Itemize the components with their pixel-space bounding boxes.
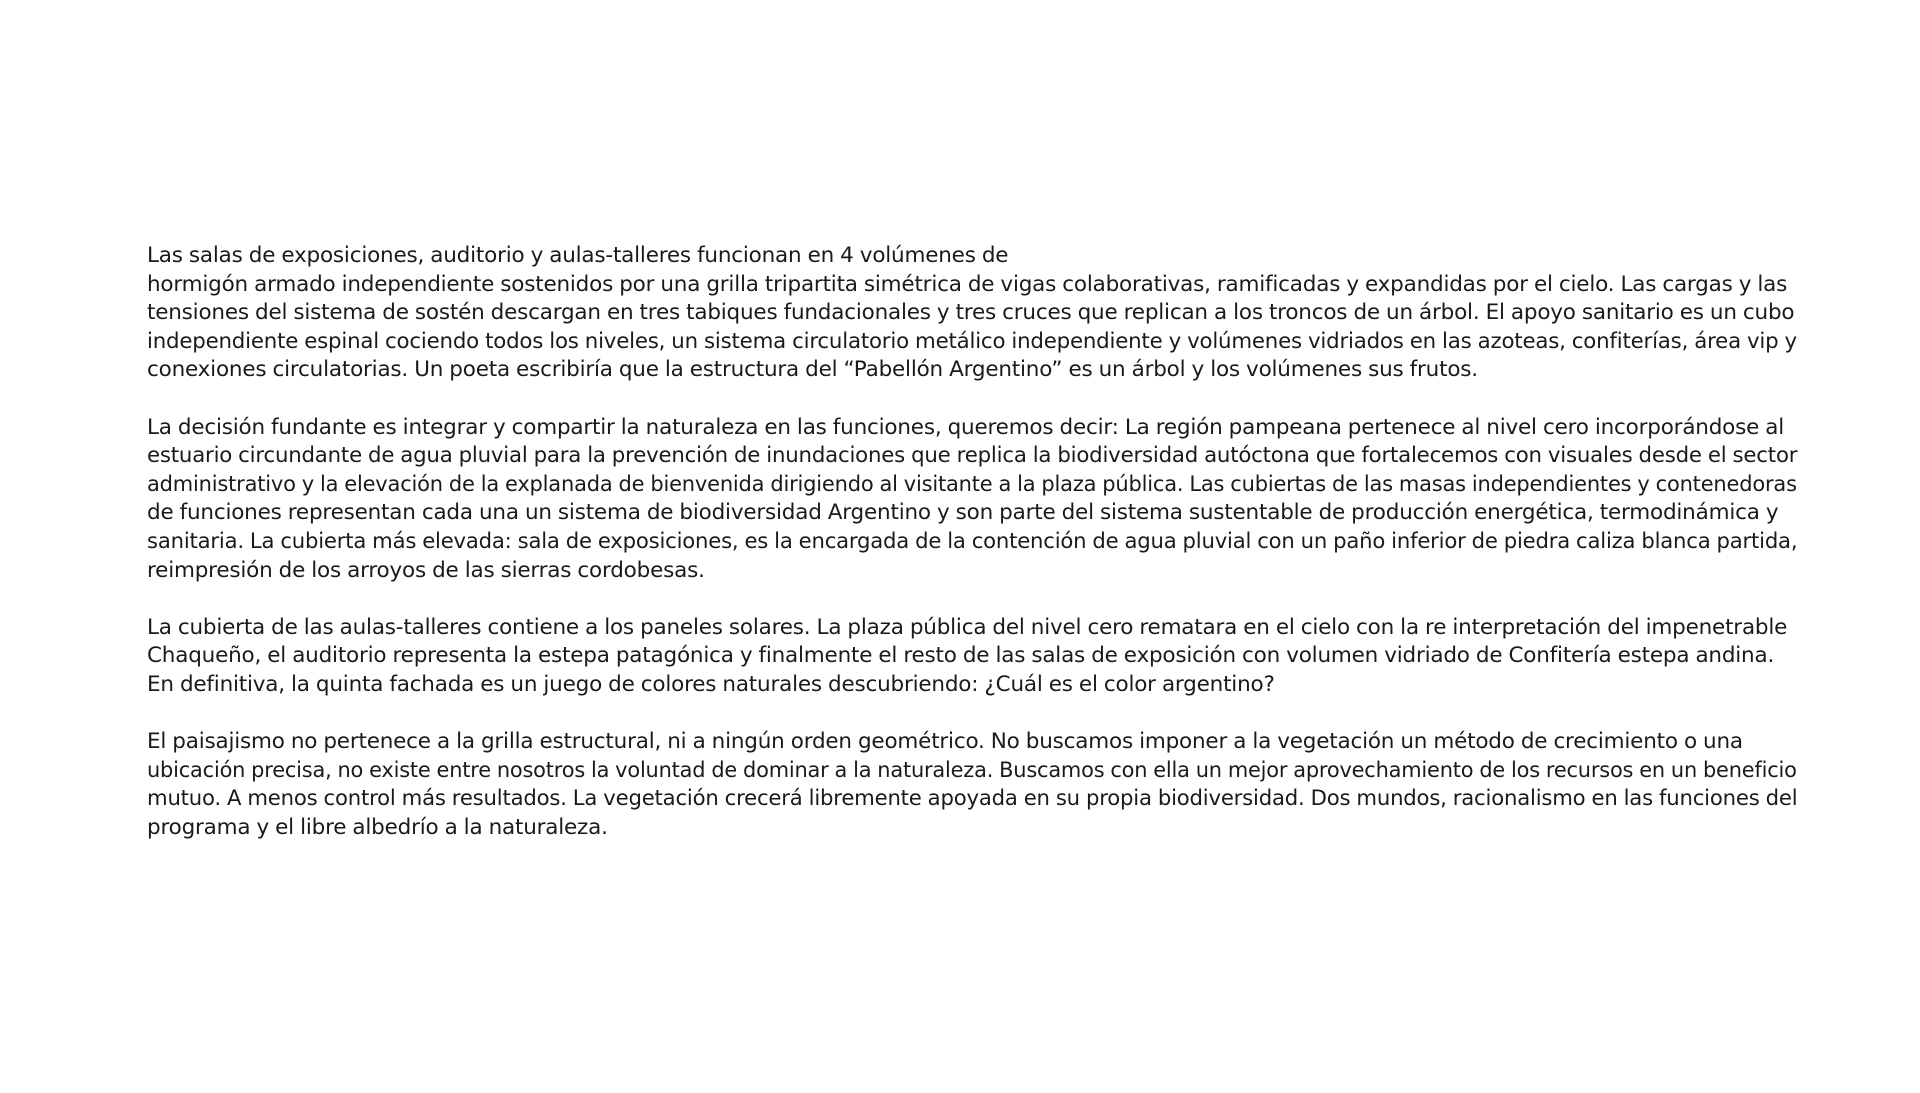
text-line: tensiones del sistema de sostén descargan en tres tabiques fundacionales y tres cruces que replican a los troncos de un árbol. El apoyo sanitario es un cubo [147, 300, 1795, 326]
text-line: independiente espinal cociendo todos los niveles, un sistema circulatorio metálico independiente y volúmenes vidriados en las azoteas, confiterías, área vip y [147, 328, 1797, 354]
text-line: reimpresión de los arroyos de las sierras cordobesas. [147, 557, 705, 583]
text-line: sanitaria. La cubierta más elevada: sala de exposiciones, es la encargada de la contención de agua pluvial con un paño inferior de piedra caliza blanca partida, [147, 528, 1798, 554]
text-line: hormigón armado independiente sostenidos por una grilla tripartita simétrica de vigas colaborativas, ramificadas y expandidas por el cielo. Las cargas y las [147, 271, 1788, 297]
text-line: conexiones circulatorias. Un poeta escribiría que la estructura del “Pabellón Argentino” es un árbol y los volúmenes sus frutos. [147, 357, 1478, 383]
text-line: La decisión fundante es integrar y compartir la naturaleza en las funciones, queremos decir: La región pampeana pertenece al nivel cero incorporándose al [147, 414, 1785, 440]
text-line: de funciones representan cada una un sistema de biodiversidad Argentino y son parte del sistema sustentable de producción energética, termodinámica y [147, 500, 1779, 526]
paragraph-roofs [147, 614, 1797, 700]
text-line: ubicación precisa, no existe entre nosotros la voluntad de dominar a la naturaleza. Buscamos con ella un mejor aprovechamiento de los recursos en un beneficio [147, 757, 1797, 783]
text-line: administrativo y la elevación de la explanada de bienvenida dirigiendo al visitante a la plaza pública. Las cubiertas de las masas independientes y contenedoras [147, 471, 1797, 497]
body-text [147, 242, 1797, 871]
paragraph-nature [147, 414, 1797, 586]
text-line: El paisajismo no pertenece a la grilla estructural, ni a ningún orden geométrico. No buscamos imponer a la vegetación un método de crecimiento o una [147, 729, 1743, 755]
text-line: Chaqueño, el auditorio representa la estepa patagónica y finalmente el resto de las salas de exposición con volumen vidriado de Confitería estepa andina. [147, 643, 1775, 669]
text-line: La cubierta de las aulas-talleres contiene a los paneles solares. La plaza pública del nivel cero rematara en el cielo con la re interpretación del impenetrable [147, 614, 1788, 640]
text-line: Las salas de exposiciones, auditorio y aulas-talleres funcionan en 4 volúmenes de [147, 243, 1009, 268]
paragraph-structure [147, 242, 1797, 385]
text-line: estuario circundante de agua pluvial para la prevención de inundaciones que replica la biodiversidad autóctona que fortalecemos con visuales desde el sector [147, 443, 1798, 469]
paragraph-landscape [147, 728, 1797, 842]
text-line: mutuo. A menos control más resultados. La vegetación crecerá libremente apoyada en su propia biodiversidad. Dos mundos, racionalismo en las funciones del [147, 786, 1798, 812]
text-line: programa y el libre albedrío a la naturaleza. [147, 814, 608, 840]
text-line: En definitiva, la quinta fachada es un juego de colores naturales descubriendo: ¿Cuál es el color argentino? [147, 671, 1275, 697]
